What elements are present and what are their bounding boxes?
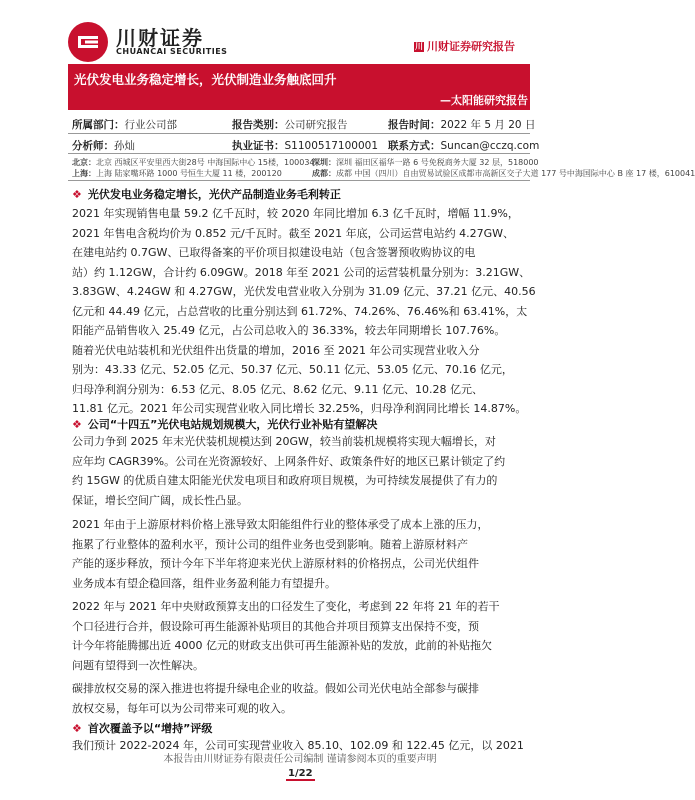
paragraph-line: 业务成本有望企稳回落，组件业务盈利能力有望提升。	[72, 576, 336, 590]
paragraph-line: 阳能产品销售收入 25.49 亿元，占公司总收入的 36.33%，较去年同期增长 107.76%。	[72, 324, 506, 337]
paragraph-line: 归母净利润分别为：6.53 亿元、8.05 亿元、8.62 亿元、9.11 亿元、10.28 亿元、	[72, 382, 483, 396]
paragraph-line: 公司力争到 2025 年末光伏装机规模达到 20GW，较当前装机规模将实现大幅增长，对	[72, 435, 496, 448]
brand-name-cn: 川财证券	[116, 26, 204, 50]
bullet-icon: ❖	[72, 722, 82, 735]
paragraph-line: 保证，增长空间广阔，成长性凸显。	[72, 493, 248, 507]
paragraph	[72, 515, 522, 593]
paragraph-line: 随着光伏电站装机和光伏组件出货量的增加，2016 至 2021 年公司实现营业收入分	[72, 343, 480, 357]
page-number: 1/22	[288, 768, 313, 779]
footer-disclaimer: 本报告由川财证券有限责任公司编制 谨请参阅本页的重要声明	[163, 754, 437, 765]
paragraph-line: 亿元和 44.49 亿元，占总营收的比重分别达到 61.72%、74.26%、76.46%和 63.41%，太	[72, 304, 528, 318]
report-title: 光伏发电业务稳定增长，光伏制造业务触底回升	[74, 72, 337, 87]
paragraph	[72, 597, 522, 675]
paragraph-line: 在建电站约 0.7GW、已取得备案的平价项目拟建设电站（包含签署预收购协议的电	[72, 246, 476, 259]
paragraph-line: 别为：43.33 亿元、52.05 亿元、50.37 亿元、50.11 亿元、53.05 亿元、70.16 亿元，	[72, 363, 513, 376]
section-heading: ❖ 首次覆盖予以“增持”评级	[72, 722, 213, 735]
address-shenzhen: 深圳：深圳 福田区福华一路 6 号免税商务大厦 32 层，518000	[312, 158, 539, 167]
date-info: 报告时间：2022 年 5 月 20 日	[388, 119, 536, 131]
paragraph-line: 2021 年售电含税均价为 0.852 元/千瓦时。截至 2021 年底，公司运营电站约 4.27GW、	[72, 226, 515, 240]
paragraph-line: 2021 年实现销售电量 59.2 亿千瓦时，较 2020 年同比增加 6.3 亿千瓦时，增幅 11.9%，	[72, 207, 519, 220]
paragraph-line: 问题有望得到一次性解决。	[72, 658, 204, 672]
paragraph	[72, 204, 536, 419]
bullet-icon: ❖	[72, 418, 82, 431]
section-heading: ❖ 公司“十四五”光伏电站规划规模大，光伏行业补贴有望解决	[72, 418, 378, 431]
address-chengdu: 成都：成都 中国（四川）自由贸易试验区成都市高新区交子大道 177 号中海国际中心 B 座 17 楼，610041	[312, 169, 695, 178]
info-divider	[68, 133, 530, 134]
report-tag-label: 川财证券研究报告	[427, 40, 515, 53]
paragraph-line: 拖累了行业整体的盈利水平，预计公司的组件业务也受到影响。随着上游原材料产	[72, 537, 468, 551]
paragraph-line: 产能的逐步释放，预计今年下半年将迎来光伏上游原材料的价格拐点，公司光伏组件	[72, 557, 479, 570]
license-info: 执业证书：S1100517100001	[232, 140, 379, 152]
paragraph	[72, 736, 522, 750]
paragraph-line: 站）约 1.12GW，合计约 6.09GW。2018 年至 2021 公司的运营装机量分别为：3.21GW、	[72, 265, 531, 279]
paragraph-line: 我们预计 2022-2024 年，公司可实现营业收入 85.10、102.09 和 122.45 亿元，以 2021	[72, 739, 524, 752]
paragraph-line: 碳排放权交易的深入推进也将提升绿电企业的收益。假如公司光伏电站全部参与碳排	[72, 682, 479, 695]
type-info: 报告类别：公司研究报告	[232, 119, 348, 131]
paragraph-line: 计今年将能腾挪出近 4000 亿元的财政支出供可再生能源补贴的发放，此前的补贴拖欠	[72, 639, 492, 652]
address-beijing: 北京：北京 西城区平安里西大街28号 中海国际中心 15楼，100034	[72, 158, 315, 167]
paragraph-line: 个口径进行合并，假设除可再生能源补贴项目的其他合并项目预算支出保持不变，预	[72, 619, 479, 633]
paragraph-line: 3.83GW、4.24GW 和 4.27GW，光伏发电营业收入分别为 31.09 亿元、37.21 亿元、40.56	[72, 285, 536, 298]
paragraph-line: 约 15GW 的优质自建太阳能光伏发电项目和政府项目规模，为可持续发展提供了有力的	[72, 474, 498, 487]
report-tag-mark: 川	[415, 42, 423, 51]
address-shanghai: 上海：上海 陆家嘴环路 1000 号恒生大厦 11 楼，200120	[72, 169, 282, 178]
paragraph	[72, 679, 522, 718]
company-logo	[68, 22, 108, 62]
paragraph	[72, 432, 522, 510]
bullet-icon: ❖	[72, 188, 82, 201]
report-subtitle: —太阳能研究报告	[440, 94, 528, 107]
section-heading: ❖ 光伏发电业务稳定增长，光伏产品制造业务毛利转正	[72, 188, 341, 201]
paragraph-line: 应年均 CAGR39%。公司在光资源较好、上网条件好、政策条件好的地区已累计锁定了约	[72, 454, 506, 468]
paragraph-line: 11.81 亿元。2021 年公司实现营业收入同比增长 32.25%，归母净利润同比增长 14.87%。	[72, 402, 527, 415]
report-tag	[414, 38, 515, 54]
analyst-info: 分析师：孙灿	[72, 140, 135, 152]
paragraph-line: 2022 年与 2021 年中央财政预算支出的口径发生了变化，考虑到 22 年将 21 年的若干	[72, 600, 500, 613]
dept-info: 所属部门：行业公司部	[72, 119, 177, 131]
contact-info: 联系方式：Suncan@cczq.com	[388, 140, 540, 152]
paragraph-line: 放权交易，每年可以为公司带来可观的收入。	[72, 701, 292, 715]
info-divider	[68, 180, 530, 181]
info-divider	[68, 153, 530, 154]
paragraph-line: 2021 年由于上游原材料价格上涨导致太阳能组件行业的整体承受了成本上涨的压力，	[72, 518, 489, 531]
brand-name-en: CHUANCAI SECURITIES	[116, 47, 228, 56]
